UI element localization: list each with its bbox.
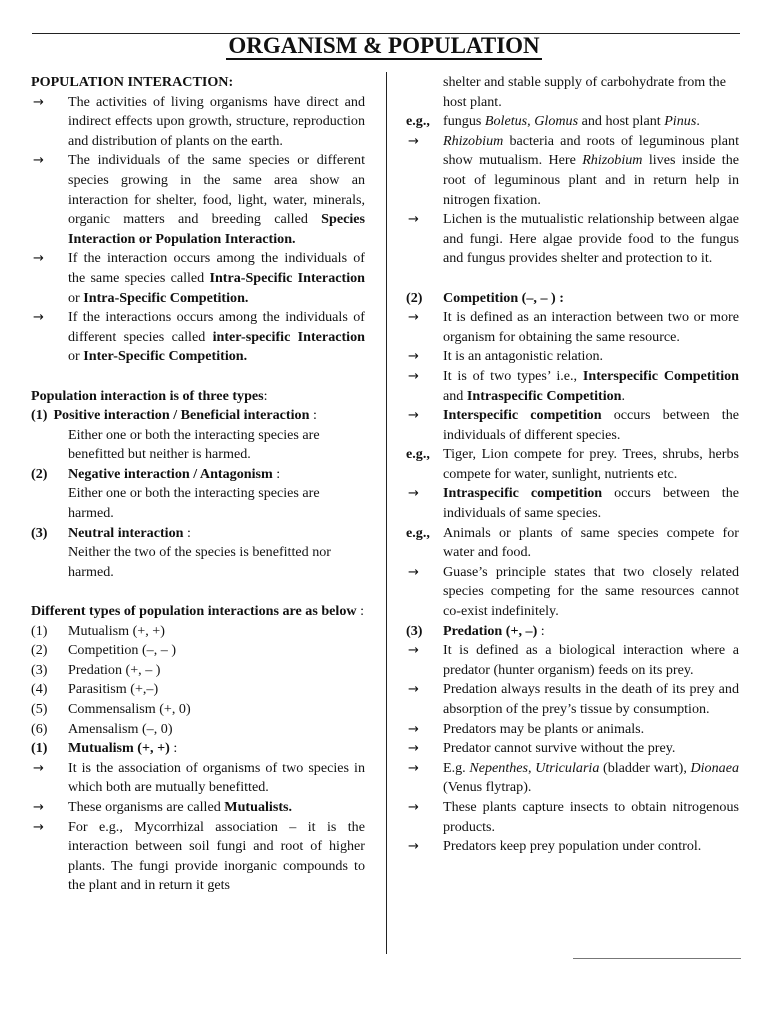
footer-rule [573, 958, 741, 959]
arrow-icon: → [408, 212, 419, 228]
arrow-icon: → [408, 564, 419, 580]
continued-text: shelter and stable supply of carbohydrate from the host plant. [443, 74, 726, 110]
right-column [406, 73, 739, 857]
competition-heading: (2) Competition (–, – ) : [406, 289, 564, 306]
arrow-icon: → [33, 799, 44, 815]
list-item: (5) Commensalism (+, 0) [31, 701, 191, 717]
arrow-icon: → [33, 251, 44, 267]
bullet: → Interspecific competition occurs between the individuals of different species. [408, 407, 739, 443]
arrow-icon: → [33, 153, 44, 169]
bullet: → The activities of living organisms have direct and indirect effects upon growth, structure, reproduction and distribution of plants on the earth. [33, 93, 365, 149]
bullet: → It is of two types’ i.e., Interspecific Competition and Intraspecific Competition. [408, 367, 740, 404]
type-item: (2) Negative interaction / Antagonism : [31, 465, 281, 482]
type-item: (1) Positive interaction / Beneficial interaction : [31, 407, 317, 424]
list-item: (1) Mutualism (+, +) [31, 622, 165, 639]
list-item: (6) Amensalism (–, 0) [31, 720, 173, 737]
diff-heading: Different types of population interactions are as below : [31, 603, 365, 620]
type-desc: Neither the two of the species is benefitted nor harmed. [68, 544, 331, 580]
bullet: → If the interactions occurs among the individuals of different species called inter-specific Interaction or Inter-Specific Competition. [33, 309, 365, 365]
bullet: → Intraspecific competition occurs between the individuals of same species. [408, 485, 739, 522]
arrow-icon: → [33, 310, 44, 326]
arrow-icon: → [408, 760, 419, 776]
bullet: → For e.g., Mycorrhizal association – it is the interaction between soil fungi and root of higher plants. The fungi provide inorganic compounds to the plant and in return it gets [33, 818, 365, 894]
example: e.g., Tiger, Lion compete for prey. Trees, shrubs, herbs compete for water, sunlight, nutrients etc. [406, 446, 739, 482]
column-divider [386, 72, 387, 954]
arrow-icon: → [33, 819, 44, 835]
type-item: (3) Neutral interaction : [31, 524, 191, 541]
bullet: → Rhizobium bacteria and roots of leguminous plant show mutualism. Here Rhizobium lives inside the root of leguminous plant and in return help in nitrogen fixation. [408, 132, 739, 208]
arrow-icon: → [408, 408, 419, 424]
bullet: → Guase’s principle states that two closely related species competing for the same resources cannot co-exist indefinitely. [408, 563, 739, 620]
arrow-icon: → [408, 368, 419, 384]
left-column [31, 73, 365, 896]
arrow-icon: → [408, 682, 419, 698]
page-title: ORGANISM & POPULATION [228, 33, 540, 58]
type-desc: Either one or both the interacting species are benefitted but neither is harmed. [68, 426, 320, 463]
list-item: (3) Predation (+, – ) [31, 661, 161, 678]
bullet: → It is defined as a biological interaction where a predator (hunter organism) feeds on its prey. [408, 642, 739, 678]
bullet: → Predators keep prey population under control. [406, 837, 739, 857]
bullet: → If the interaction occurs among the individuals of the same species called Intra-Specific Interaction or Intra-Specific Competition. [33, 250, 365, 306]
mutualism-heading: (1) Mutualism (+, +) : [31, 740, 178, 757]
arrow-icon: → [33, 760, 44, 776]
arrow-icon: → [33, 94, 44, 110]
arrow-icon: → [408, 133, 419, 149]
bullet: → It is an antagonistic relation. [406, 347, 739, 367]
arrow-icon: → [408, 839, 419, 855]
type-desc: Either one or both the interacting species are harmed. [68, 485, 320, 522]
section-heading: POPULATION INTERACTION: [31, 74, 234, 90]
list-item: (4) Parasitism (+,–) [31, 681, 159, 698]
bullet: → Lichen is the mutualistic relationship between algae and fungi. Here algae provide food to the fungus and fungus provides shelter and protection to it. [408, 211, 739, 267]
example: e.g., fungus Boletus, Glomus and host plant Pinus. [406, 113, 700, 130]
arrow-icon: → [408, 741, 419, 757]
arrow-icon: → [408, 310, 419, 326]
example: e.g., Animals or plants of same species compete for water and food. [406, 524, 739, 561]
arrow-icon: → [408, 721, 419, 737]
arrow-icon: → [408, 486, 419, 502]
bullet: → Predators may be plants or animals. [406, 720, 739, 740]
arrow-icon: → [408, 349, 419, 365]
bullet: → It is defined as an interaction between two or more organism for obtaining the same resource. [408, 309, 739, 345]
list-item: (2) Competition (–, – ) [31, 642, 177, 659]
arrow-icon: → [408, 799, 419, 815]
bullet: → Predator cannot survive without the prey. [406, 739, 739, 759]
bullet: → These plants capture insects to obtain nitrogenous products. [408, 798, 739, 835]
predation-heading: (3) Predation (+, –) : [406, 622, 545, 639]
arrow-icon: → [408, 643, 419, 659]
bullet: → The individuals of the same species or different species growing in the same area show an interaction for shelter, food, light, water, minerals, organic matters and breeding called Species Interaction or Population Interaction. [33, 152, 365, 247]
bullet: → It is the association of organisms of two species in which both are mutually benefitted. [33, 759, 365, 796]
bullet: → Predation always results in the death of its prey and absorption of the prey’s tissue by consumption. [408, 681, 739, 717]
bullet: → E.g. Nepenthes, Utricularia (bladder wart), Dionaea (Venus flytrap). [408, 759, 739, 796]
types-heading: Population interaction is of three types: [31, 387, 268, 404]
bullet: → These organisms are called Mutualists. [31, 798, 365, 818]
